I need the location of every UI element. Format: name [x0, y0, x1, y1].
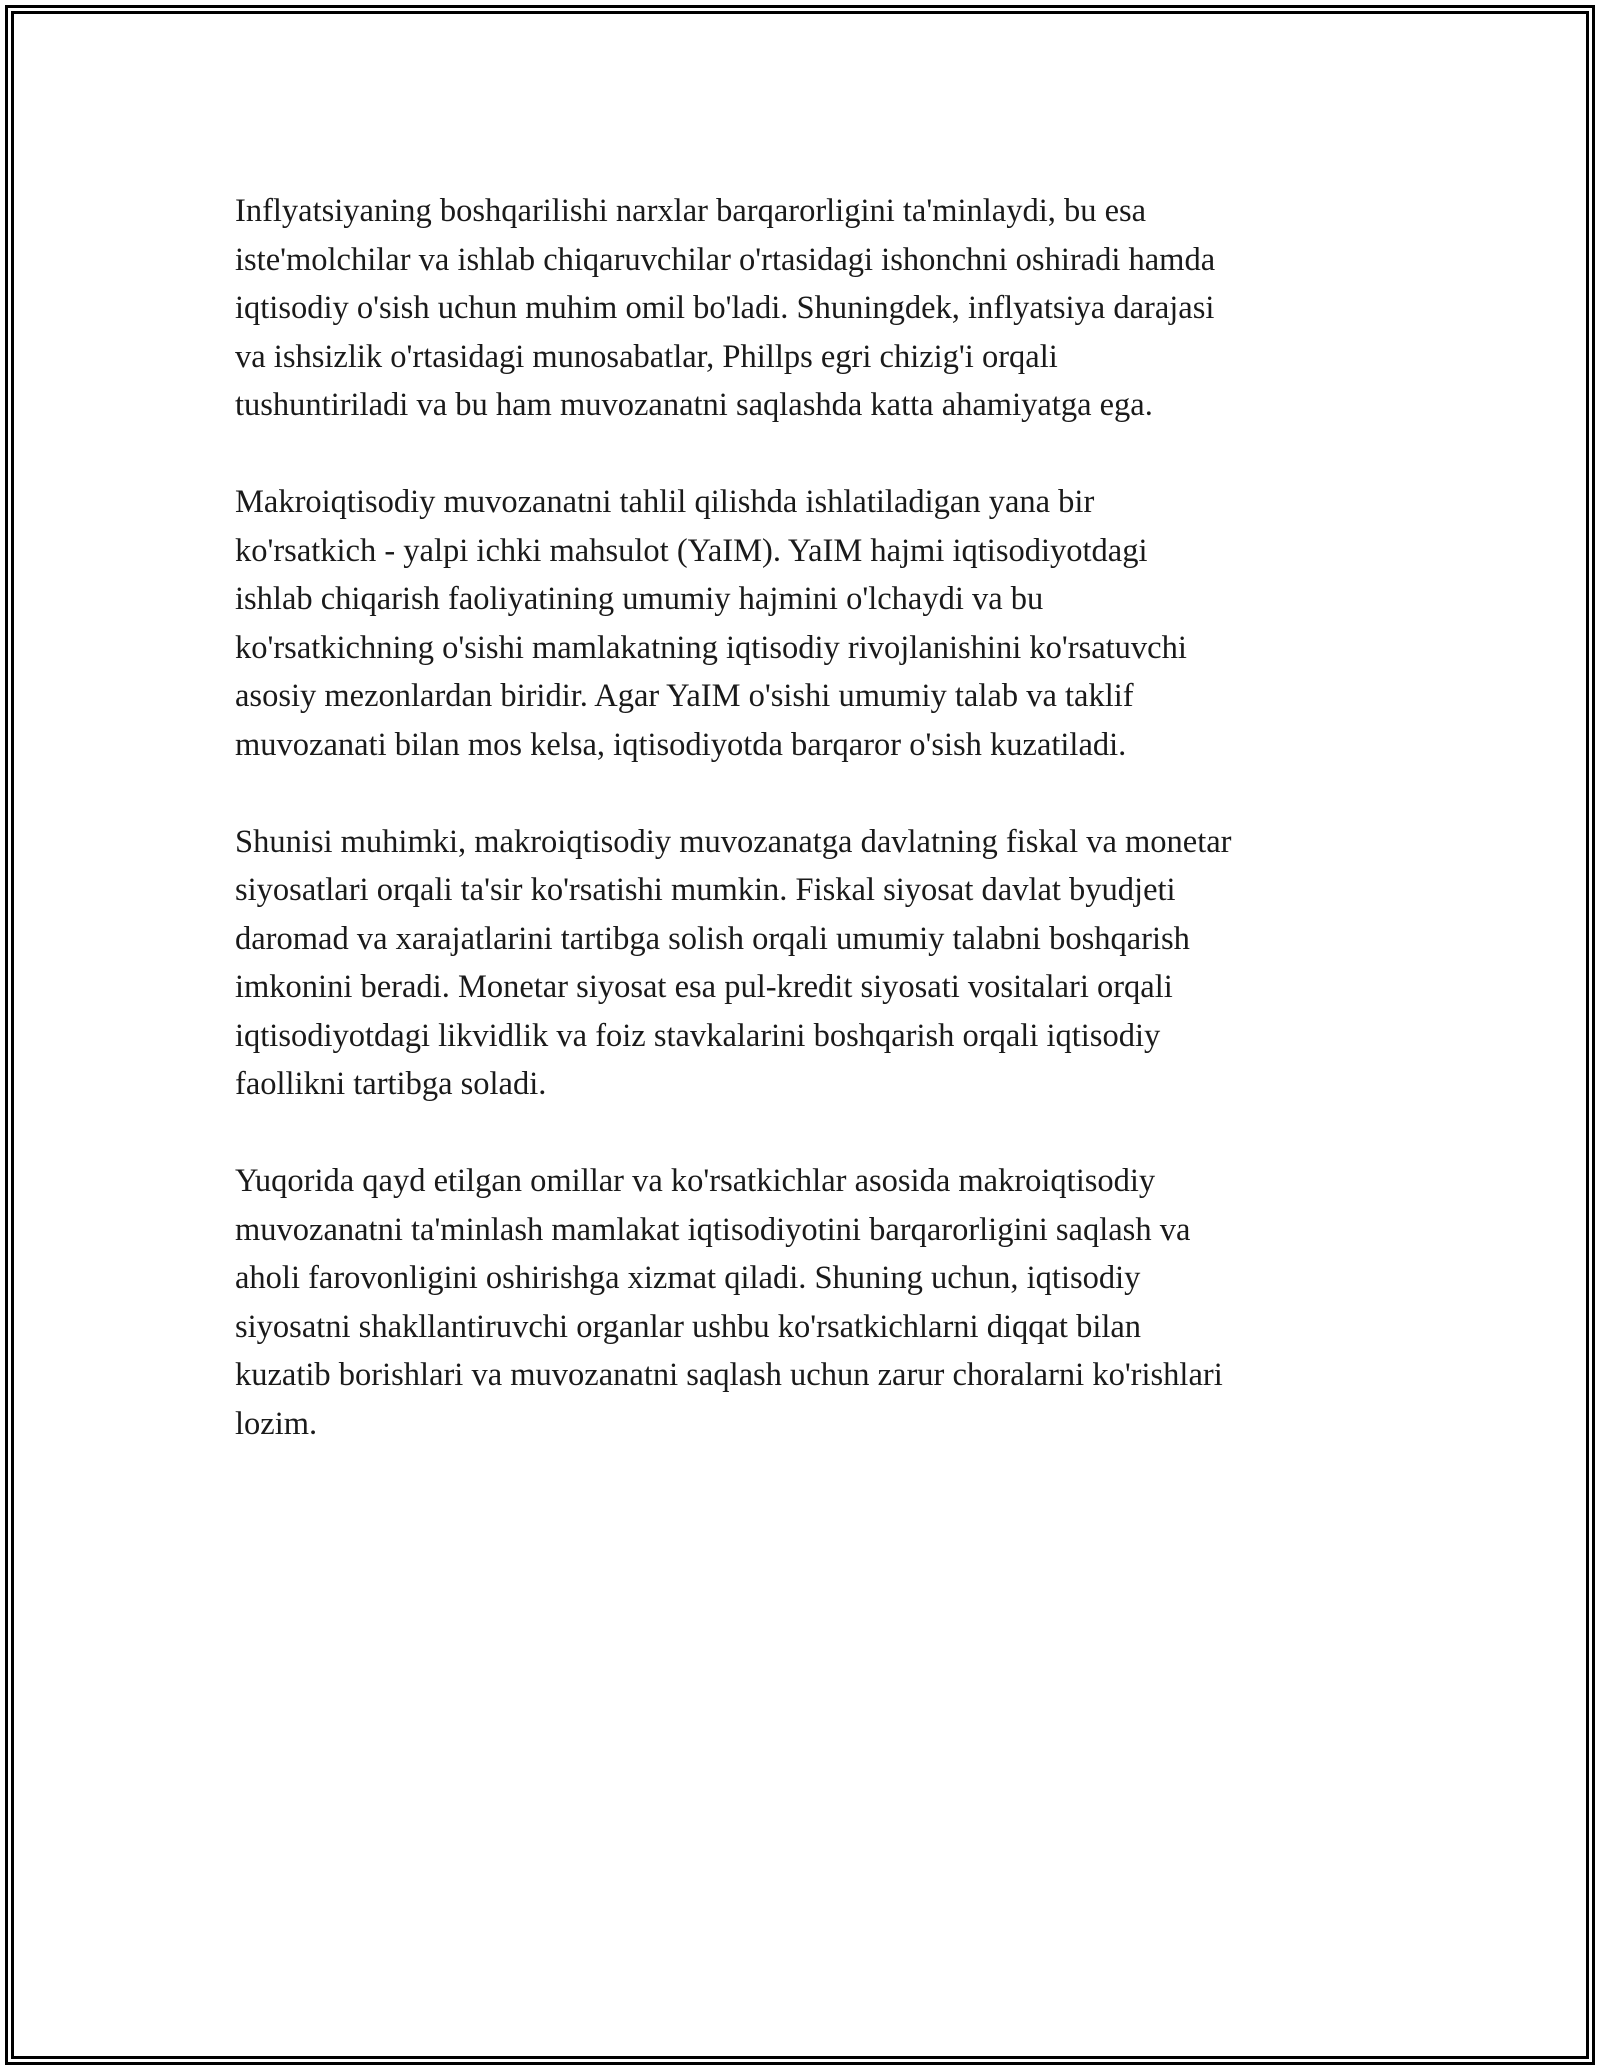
paragraph-gdp: Makroiqtisodiy muvozanatni tahlil qilishda ishlatiladigan yana bir ko'rsatkich - yalpi ichki mahsulot (YaIM). YaIM hajmi iqtisodiyotdagi ishlab chiqarish faoliyatining umumiy hajmini o'lchaydi va bu ko'rsatkichning o'sishi mamlakatning iqtisodiy rivojlanishini ko'rsatuvchi asosiy mezonlardan biridir. Agar YaIM o'sishi umumiy talab va taklif muvozanati bilan mos kelsa, iqtisodiyotda barqaror o'sish kuzatiladi.	[235, 484, 1187, 763]
paragraph-inflation: Inflyatsiyaning boshqarilishi narxlar barqarorligini ta'minlaydi, bu esa iste'molchilar va ishlab chiqaruvchilar o'rtasidagi ishonchni oshiradi hamda iqtisodiy o'sish uchun muhim omil bo'ladi. Shuningdek, inflyatsiya darajasi va ishsizlik o'rtasidagi munosabatlar, Phillps egri chizig'i orqali tushuntiriladi va bu ham muvozanatni saqlashda katta ahamiyatga ega.	[235, 193, 1216, 423]
document-body	[235, 187, 1380, 1497]
paragraph-conclusion: Yuqorida qayd etilgan omillar va ko'rsatkichlar asosida makroiqtisodiy muvozanatni ta'minlash mamlakat iqtisodiyotini barqarorligini saqlash va aholi farovonligini oshirishga xizmat qiladi. Shuning uchun, iqtisodiy siyosatni shakllantiruvchi organlar ushbu ko'rsatkichlarni diqqat bilan kuzatib borishlari va muvozanatni saqlash uchun zarur choralarni ko'rishlari lozim.	[235, 1163, 1223, 1442]
paragraph-fiscal-monetary: Shunisi muhimki, makroiqtisodiy muvozanatga davlatning fiskal va monetar siyosatlari orqali ta'sir ko'rsatishi mumkin. Fiskal siyosat davlat byudjeti daromad va xarajatlarini tartibga solish orqali umumiy talabni boshqarish imkonini beradi. Monetar siyosat esa pul-kredit siyosati vositalari orqali iqtisodiyotdagi likvidlik va foiz stavkalarini boshqarish orqali iqtisodiy faollikni tartibga soladi.	[235, 823, 1232, 1102]
